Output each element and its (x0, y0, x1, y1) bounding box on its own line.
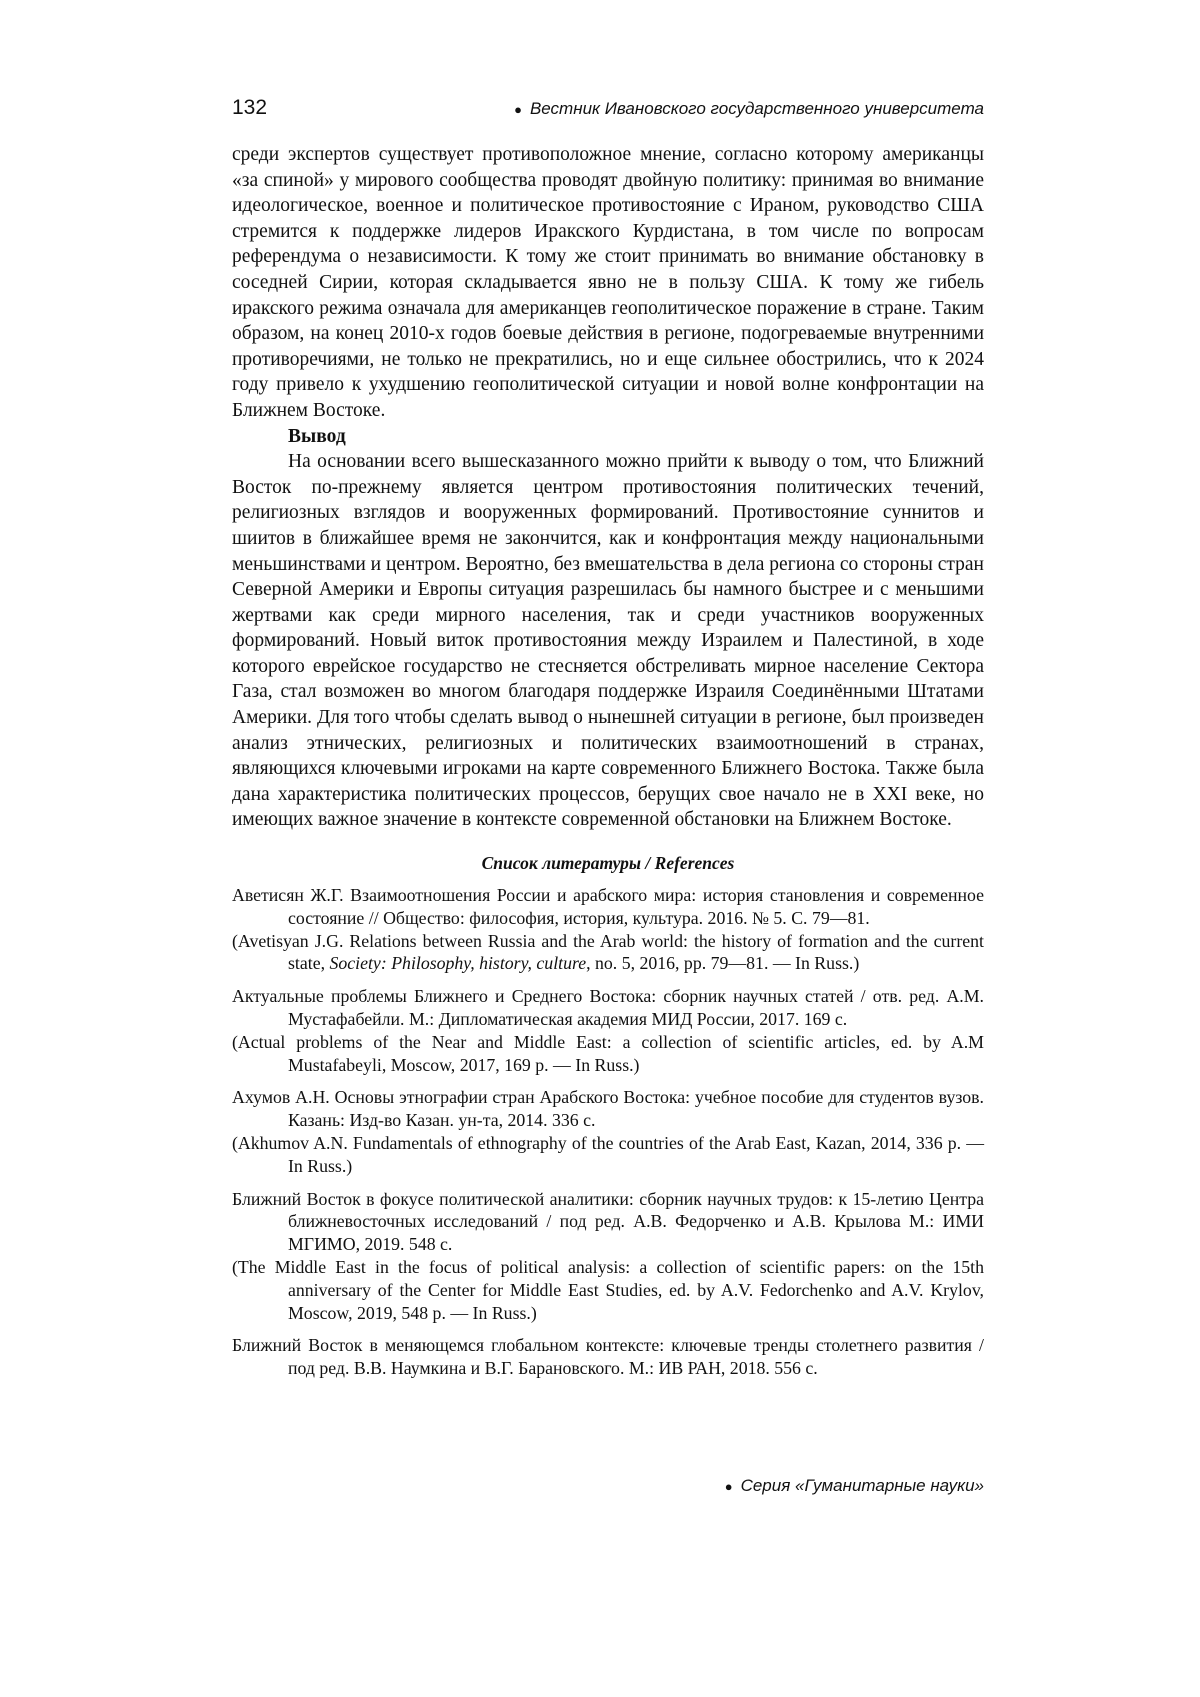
reference-item-en: (Akhumov A.N. Fundamentals of ethnography of the countries of the Arab East, Kazan, 2014, 336 p. — In Russ.) (232, 1133, 984, 1176)
page-footer (232, 1476, 984, 1496)
running-head (514, 99, 984, 119)
conclusion-paragraph: На основании всего вышесказанного можно прийти к выводу о том, что Ближний Восток по-прежнему является центром противостояния политических течений, религиозных взглядов и вооруженных формирований. Противостояние суннитов и шиитов в ближайшее время не закончится, как и конфронтация между национальными меньшинствами и центром. Вероятно, без вмешательства в дела региона со стороны стран Северной Америки и Европы ситуация разрешилась бы намного быстрее и с меньшими жертвами как среди мирного населения, так и среди участников вооруженных формирований. Новый виток противостояния между Израилем и Палестиной, в ходе которого еврейское государство не стесняется обстреливать мирное население Сектора Газа, стал возможен во многом благодаря поддержке Израиля Соединёнными Штатами Америки. Для того чтобы сделать вывод о нынешней ситуации в регионе, был произведен анализ этнических, религиозных и политических взаимоотношений в странах, являющихся ключевыми игроками на карте современного Ближнего Востока. Также была дана характеристика политических процессов, берущих свое начало не в XXI веке, но имеющих важное значение в контексте современной обстановки на Ближнем Востоке. (232, 451, 984, 831)
reference-list (232, 884, 984, 1380)
journal-page (232, 96, 984, 1380)
bullet-icon: ● (514, 102, 522, 117)
references-title: Список литературы / References (481, 853, 735, 874)
journal-title: Вестник Ивановского государственного университета (529, 99, 984, 118)
reference-item-en: (Actual problems of the Near and Middle East: a collection of scientific articles, ed. by A.M Mustafabeyli, Moscow, 2017, 169 p. — In Russ.) (232, 1031, 984, 1075)
reference-en-text: , no. 5, 2016, pp. 79—81. — In Russ.) (586, 953, 860, 974)
reference-item-en (232, 930, 984, 976)
reference-item-ru: Аветисян Ж.Г. Взаимоотношения России и арабского мира: история становления и современное состояние // Общество: философия, история, культура. 2016. № 5. С. 79—81. (232, 885, 984, 928)
reference-item-ru: Актуальные проблемы Ближнего и Среднего Востока: сборник научных статей / отв. ред. А.М. Мустафабейли. М.: Дипломатическая академия МИД России, 2017. 169 с. (232, 986, 984, 1030)
section-heading-conclusion: Вывод (288, 425, 346, 447)
reference-item-ru: Ахумов А.Н. Основы этнографии стран Арабского Востока: учебное пособие для студентов вузов. Казань: Изд-во Казан. ун-та, 2014. 336 с. (232, 1087, 984, 1131)
reference-item-ru: Ближний Восток в меняющемся глобальном контексте: ключевые тренды столетнего развития / под ред. В.В. Наумкина и В.Г. Барановского. М.: ИВ РАН, 2018. 556 с. (232, 1335, 984, 1379)
reference-en-text: (Avetisyan J.G. Relations between Russia and the Arab world: the history of formation and the current state, (232, 930, 984, 974)
page-header (232, 96, 984, 142)
bullet-icon: ● (724, 1479, 733, 1494)
series-title: Серия «Гуманитарные науки» (740, 1476, 984, 1495)
page-number: 132 (232, 96, 268, 119)
body-paragraph: среди экспертов существует противоположное мнение, согласно которому американцы «за спиной» у мирового сообщества проводят двойную политику: принимая во внимание идеологическое, военное и политическое противостояние с Ираном, руководство США стремится к поддержке лидеров Иракского Курдистана, в том числе по вопросам референдума о независимости. К тому же стоит принимать во внимание обстановку в соседней Сирии, которая складывается явно не в пользу США. К тому же гибель иракского режима означала для американцев геополитическое поражение в стране. Таким образом, на конец 2010-х годов боевые действия в регионе, подогреваемые внутренними противоречиями, не только не прекратились, но и еще сильнее обострились, что к 2024 году привело к ухудшению геополитической ситуации и новой волне конфронтации на Ближнем Востоке. (232, 144, 984, 421)
reference-journal-title: Society: Philosophy, history, culture (329, 953, 587, 974)
reference-item-en: (The Middle East in the focus of political analysis: a collection of scientific papers: on the 15th anniversary of the Center for Middle East Studies, ed. by A.V. Fedorchenko and A.V. Krylov, Moscow, 2019, 548 p. — In Russ.) (232, 1256, 984, 1323)
reference-item-ru: Ближний Восток в фокусе политической аналитики: сборник научных трудов: к 15-летию Центра ближневосточных исследований / под ред. А.В. Федорченко и А.В. Крылова М.: ИМИ МГИМО, 2019. 548 с. (232, 1188, 984, 1255)
